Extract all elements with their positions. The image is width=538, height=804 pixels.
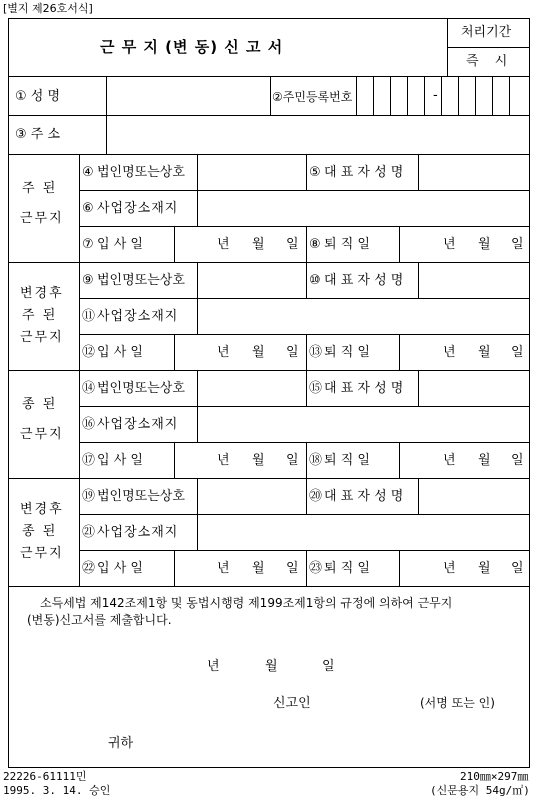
join-mark: ⑦ [82,237,94,252]
join-mark: ⑫ [82,345,96,360]
join-year: 년 [217,237,230,252]
join-day: 일 [286,453,299,468]
leave-mark: ㉓ [309,561,323,576]
section-name-line: 종 된 [22,524,58,539]
join-day: 일 [286,345,299,360]
join-year: 년 [217,345,230,360]
corp-label: 법인명또는상호 [97,273,185,288]
corp-label: 법인명또는상호 [97,381,185,396]
section-name-line: 종 된 [22,397,58,412]
corp-mark: ④ [82,165,94,180]
join-day: 일 [286,237,299,252]
join-date-field[interactable] [174,442,306,478]
rep-mark: ⑳ [309,489,323,504]
rep-mark: ⑮ [309,381,323,396]
addr-field[interactable] [197,406,530,442]
join-month: 월 [252,561,265,576]
section-name-line: 주 된 [22,308,58,323]
addr-mark: ⑥ [82,201,94,216]
footer-code: 22226-61111민 [3,770,87,783]
corp-field[interactable] [197,154,306,190]
join-mark: ⑰ [82,453,96,468]
rep-mark: ⑤ [309,165,321,180]
corp-mark: ⑭ [82,381,96,396]
leave-label: 퇴 직 일 [324,453,370,468]
addr-mark: ⑯ [82,417,96,432]
corp-label: 법인명또는상호 [97,489,185,504]
declare-month: 월 [265,659,278,674]
processing-value: 즉 시 [466,54,514,69]
declare-year: 년 [207,659,220,674]
addr-field[interactable] [197,298,530,334]
leave-label: 퇴 직 일 [324,561,370,576]
corp-field[interactable] [197,370,306,406]
footer-approval: 1995. 3. 14. 승인 [3,784,111,797]
rep-label: 대 표 자 성 명 [324,489,404,504]
signature-hint: (서명 또는 인) [420,696,495,710]
footer-paper: (신문용지 54g/㎡) [430,784,530,797]
join-label: 입 사 일 [97,561,143,576]
join-mark: ㉒ [82,561,96,576]
addr-field[interactable] [197,190,530,226]
rep-field[interactable] [418,370,530,406]
rep-mark: ⑩ [309,273,321,288]
rep-label: 대 표 자 성 명 [324,165,404,180]
join-month: 월 [252,345,265,360]
leave-mark: ⑬ [309,345,323,360]
corp-label: 법인명또는상호 [97,165,185,180]
leave-year: 년 [443,345,456,360]
form-title: 근 무 지 (변 동) 신 고 서 [100,38,284,56]
addr-field[interactable] [197,514,530,550]
leave-month: 월 [478,237,491,252]
section-name-line: 근무지 [20,427,64,442]
addr-mark: ⑪ [82,309,96,324]
name-field[interactable] [106,76,270,115]
footer-size: 210㎜×297㎜ [460,770,529,783]
leave-mark: ⑱ [309,453,323,468]
leave-day: 일 [511,561,524,576]
rep-field[interactable] [418,154,530,190]
join-label: 입 사 일 [97,453,143,468]
rep-label: 대 표 자 성 명 [324,381,404,396]
leave-year: 년 [443,453,456,468]
rep-label: 대 표 자 성 명 [324,273,404,288]
addr-label: 사업장소재지 [97,309,179,324]
name-label: ① 성 명 [15,89,61,104]
declaration-line1: 소득세법 제142조제1항 및 동법시행령 제199조제1항의 규정에 의하여 근무지 [40,596,453,610]
join-date-field[interactable] [174,226,306,262]
declaration-line2: (변동)신고서를 제출합니다. [27,613,172,627]
join-day: 일 [286,561,299,576]
leave-year: 년 [443,237,456,252]
addr-label: 사업장소재지 [97,417,179,432]
section-name-line: 변경후 [20,286,64,301]
section-name-line: 근무지 [20,546,64,561]
declare-day: 일 [322,659,335,674]
leave-date-field[interactable] [399,442,530,478]
join-label: 입 사 일 [97,237,143,252]
join-month: 월 [252,237,265,252]
leave-day: 일 [511,345,524,360]
leave-month: 월 [478,453,491,468]
rrn-field[interactable] [356,76,530,115]
leave-label: 퇴 직 일 [324,345,370,360]
join-label: 입 사 일 [97,345,143,360]
rep-field[interactable] [418,262,530,298]
leave-date-field[interactable] [399,226,530,262]
processing-label: 처리기간 [461,25,512,40]
rep-field[interactable] [418,478,530,514]
corp-mark: ⑨ [82,273,94,288]
reporter-label: 신고인 [273,696,311,711]
address-label: ③ 주 소 [15,127,61,142]
corp-field[interactable] [197,262,306,298]
join-month: 월 [252,453,265,468]
join-year: 년 [217,453,230,468]
leave-date-field[interactable] [399,550,530,586]
addr-mark: ㉑ [82,525,96,540]
leave-label: 퇴 직 일 [324,237,370,252]
leave-date-field[interactable] [399,334,530,370]
leave-day: 일 [511,237,524,252]
rrn-label: ②주민등록번호 [272,90,353,104]
section-name-line: 주 된 [22,181,58,196]
section-name-line: 근무지 [20,211,64,226]
leave-day: 일 [511,453,524,468]
leave-month: 월 [478,345,491,360]
addr-label: 사업장소재지 [97,201,179,216]
addr-label: 사업장소재지 [97,525,179,540]
recipient-label: 귀하 [108,736,134,751]
address-field[interactable] [106,115,530,154]
corp-mark: ⑲ [82,489,96,504]
rrn-dash: - [433,88,438,103]
join-year: 년 [217,561,230,576]
section-name-line: 변경후 [20,502,64,517]
section-name-line: 근무지 [20,330,64,345]
corp-field[interactable] [197,478,306,514]
leave-mark: ⑧ [309,237,321,252]
leave-year: 년 [443,561,456,576]
join-date-field[interactable] [174,334,306,370]
join-date-field[interactable] [174,550,306,586]
leave-month: 월 [478,561,491,576]
form-tag: [별지 제26호서식] [3,2,93,15]
